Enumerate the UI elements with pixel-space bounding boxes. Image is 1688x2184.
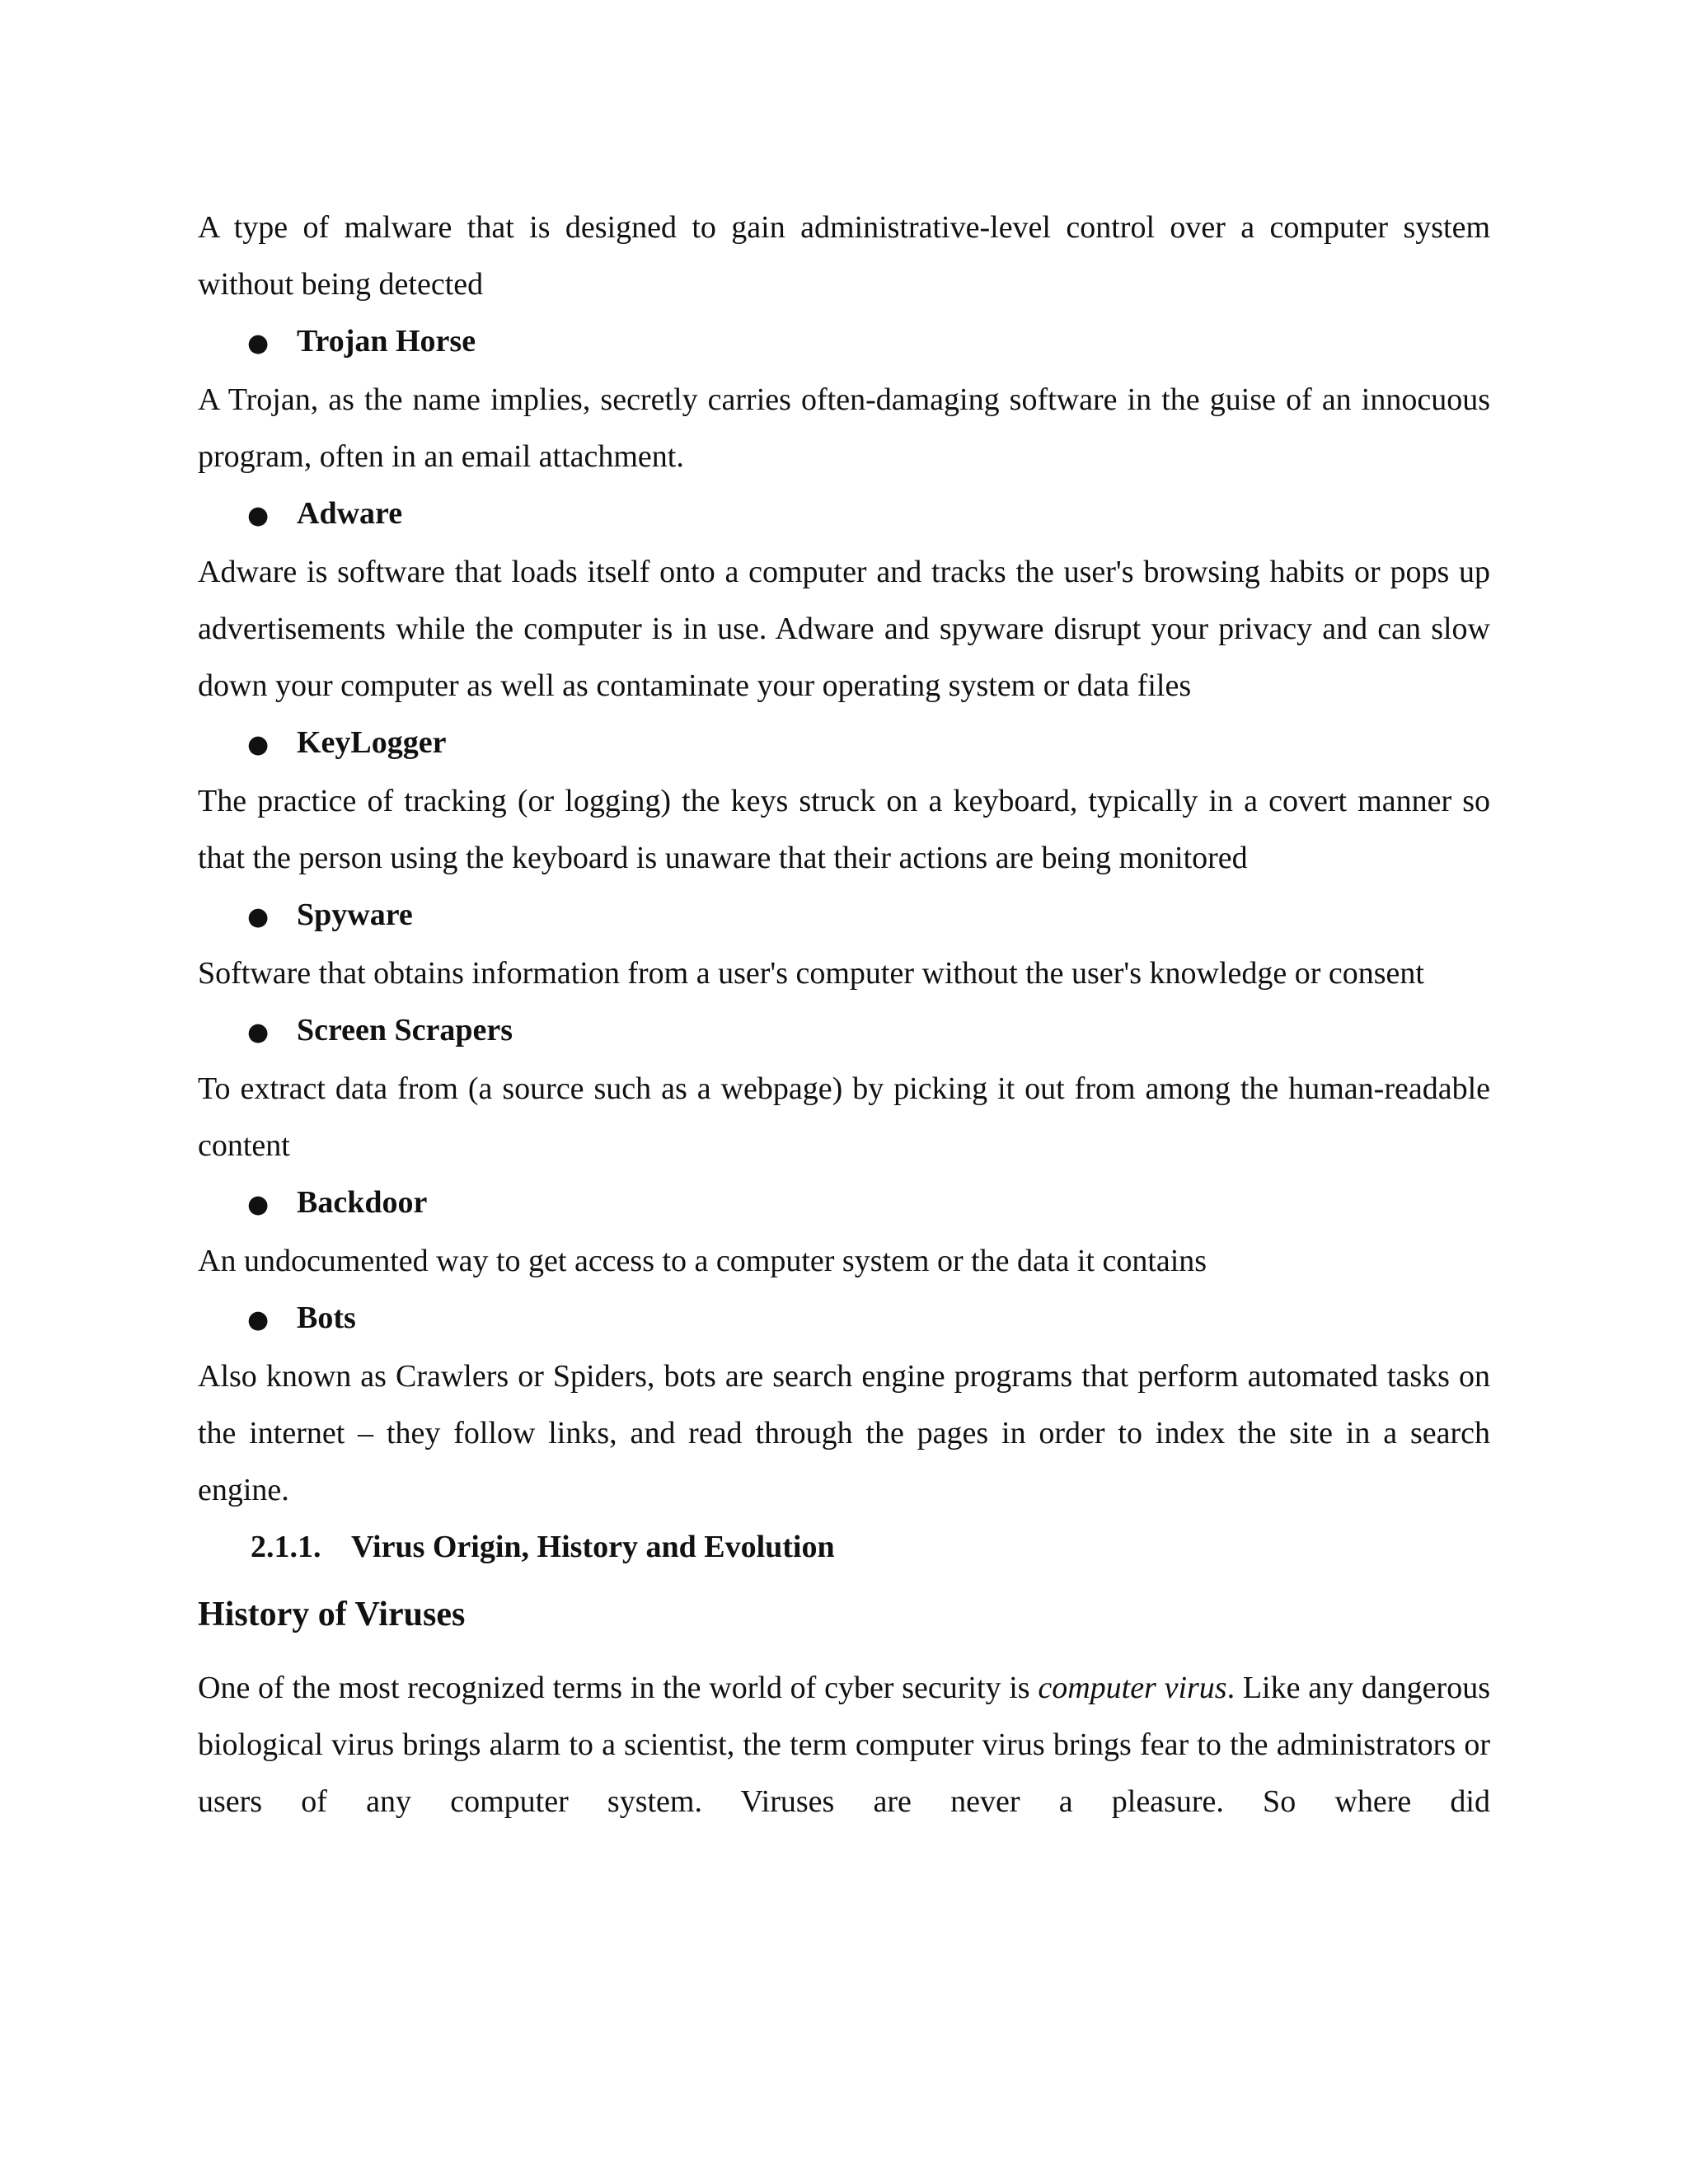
bullet-label: KeyLogger [297, 725, 447, 760]
bullet-icon: ● [247, 501, 270, 530]
rootkit-description: A type of malware that is designed to gain administrative-level control over a computer system without being detected [198, 210, 1490, 302]
bullet-backdoor [198, 1174, 1490, 1233]
bullet-trojan-horse [198, 313, 1490, 372]
bullet-label: Adware [297, 496, 403, 531]
document-page [198, 199, 1490, 1830]
section-heading: History of Viruses [198, 1596, 466, 1633]
adware-description: Adware is software that loads itself onto a computer and tracks the user's browsing habits or pops up advertisements while the computer is in use. Adware and spyware disrupt your privacy and can slow down your computer as well as contaminate your operating system or data files [198, 555, 1490, 703]
bullet-adware [198, 485, 1490, 544]
bullet-keylogger [198, 715, 1490, 773]
bullet-icon: ● [247, 1190, 270, 1219]
history-text-end: . Like any dangerous biological virus brings alarm to a scientist, the term computer virus brings fear to the administrators or users of any computer system. Viruses are never a pleasure. So where did [198, 1671, 1490, 1819]
bullet-label: Trojan Horse [297, 324, 476, 359]
bots-description: Also known as Crawlers or Spiders, bots are search engine programs that perform automated tasks on the internet – they follow links, and read through the pages in order to index the site in a search engine. [198, 1359, 1490, 1507]
history-paragraph [198, 1660, 1490, 1830]
bullet-bots [198, 1290, 1490, 1348]
bullet-screen-scrapers [198, 1002, 1490, 1061]
bullet-icon: ● [247, 329, 270, 358]
trojan-description: A Trojan, as the name implies, secretly carries often-damaging software in the guise of an innocuous program, often in an email attachment. [198, 382, 1490, 474]
bullet-icon: ● [247, 902, 270, 931]
bullet-label: Bots [297, 1301, 356, 1335]
spyware-description: Software that obtains information from a user's computer without the user's knowledge or consent [198, 956, 1424, 991]
subsection-title: Virus Origin, History and Evolution [351, 1530, 835, 1564]
bullet-icon: ● [247, 1018, 270, 1047]
bullet-spyware [198, 887, 1490, 945]
bullet-icon: ● [247, 730, 270, 759]
bullet-label: Backdoor [297, 1185, 428, 1220]
history-emphasis: computer virus [1038, 1671, 1227, 1705]
backdoor-description: An undocumented way to get access to a computer system or the data it contains [198, 1244, 1207, 1278]
keylogger-description: The practice of tracking (or logging) the keys struck on a keyboard, typically in a covert manner so that the person using the keyboard is unaware that their actions are being monitored [198, 784, 1490, 875]
subsection-heading [198, 1519, 1490, 1576]
history-text-start: One of the most recognized terms in the world of cyber security is [198, 1671, 1039, 1705]
subsection-number: 2.1.1. [251, 1530, 321, 1564]
bullet-icon: ● [247, 1305, 270, 1334]
bullet-label: Spyware [297, 898, 413, 932]
screen-scrapers-description: To extract data from (a source such as a webpage) by picking it out from among the human-readable content [198, 1071, 1490, 1163]
bullet-label: Screen Scrapers [297, 1013, 513, 1047]
